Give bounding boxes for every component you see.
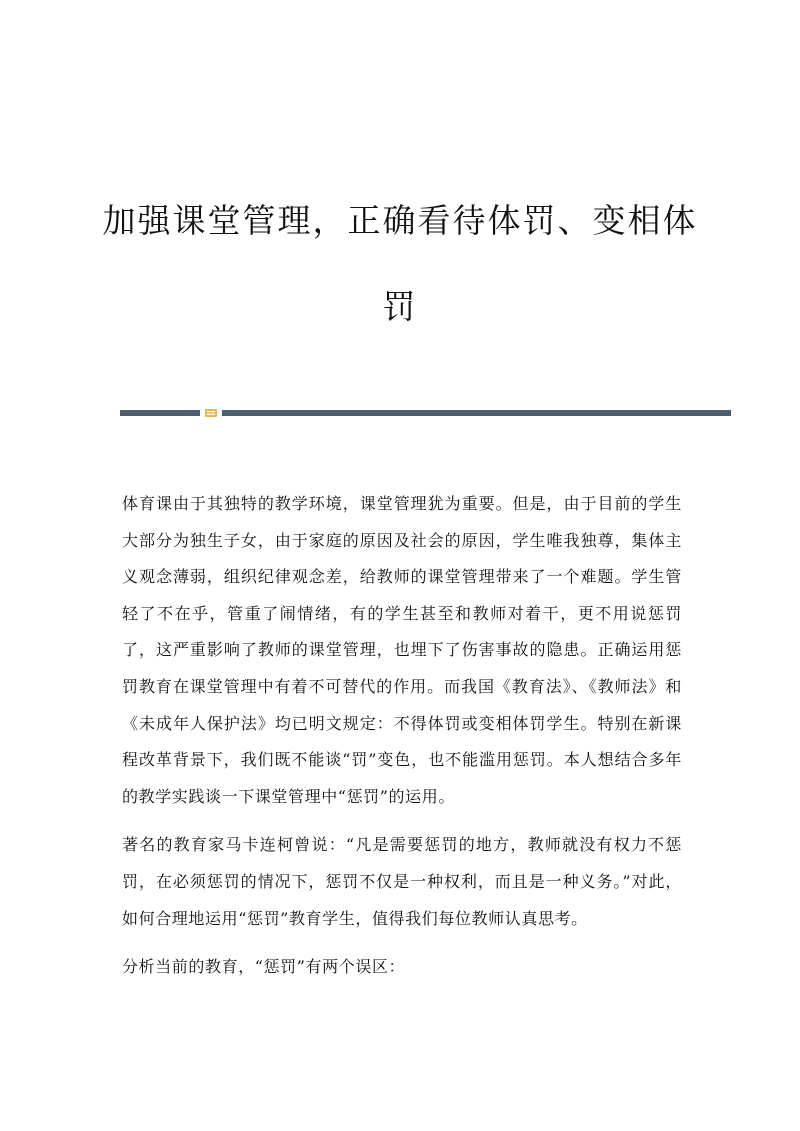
paragraph-analysis: 分析当前的教育，“惩罚”有两个误区： <box>122 957 406 977</box>
paragraph-quote: 著名的教育家马卡连柯曾说：“凡是需要惩罚的地方，教师就没有权力不惩罚，在必须惩罚的情况下，惩罚不仅是一种权利，而且是一种义务。”对此，如何合理地运用“惩罚”教育学生，值得我们每位教师认真思考。 <box>122 835 682 928</box>
divider-bar-right <box>222 410 731 416</box>
title-line-2: 罚 <box>382 287 418 326</box>
title-divider <box>120 409 731 417</box>
divider-emblem-icon <box>205 409 217 417</box>
divider-bar-left <box>120 410 200 416</box>
title-line-1: 加强课堂管理，正确看待体罚、变相体 <box>102 201 698 240</box>
paragraph-intro: 体育课由于其独特的教学环境，课堂管理犹为重要。但是，由于目前的学生大部分为独生子女，由于家庭的原因及社会的原因，学生唯我独尊，集体主义观念薄弱，组织纪律观念差，给教师的课堂管理带来了一个难题。学生管轻了不在乎，管重了闹情绪，有的学生甚至和教师对着干，更不用说惩罚了，这严重影响了教师的课堂管理，也埋下了伤害事故的隐患。正确运用惩罚教育在课堂管理中有着不可替代的作用。而我国《教育法》、《教师法》和《未成年人保护法》均已明文规定：不得体罚或变相体罚学生。特别在新课程改革背景下，我们既不能谈“罚”变色，也不能滥用惩罚。本人想结合多年的教学实践谈一下课堂管理中“惩罚”的运用。 <box>122 494 682 806</box>
document-title <box>0 178 800 350</box>
document-body <box>122 486 682 998</box>
